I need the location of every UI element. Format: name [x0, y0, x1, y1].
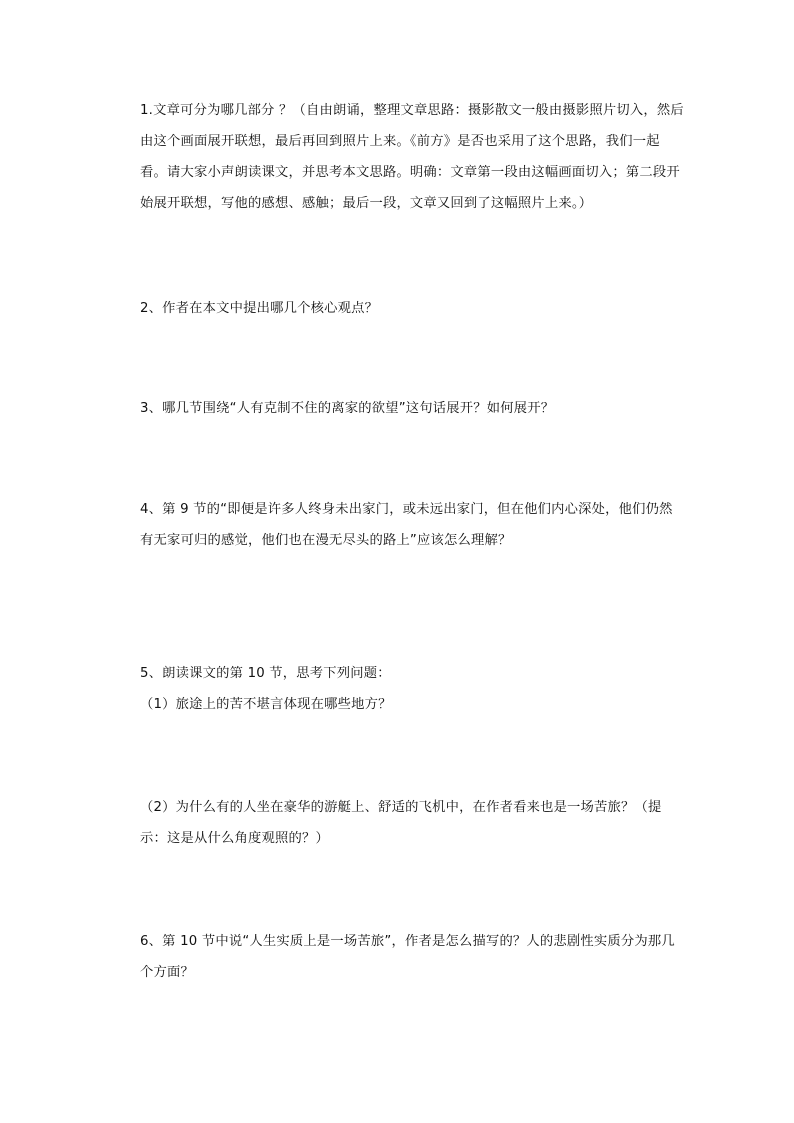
- question-1: 1.文章可分为哪几部分 ？（自由朗诵，整理文章思路：摄影散文一般由摄影照片切入，然后由这个画面展开联想，最后再回到照片上来。《前方》是否也采用了这个思路，我们一起看。请大家小声朗读课文，并思考本文思路。明确：文章第一段由这幅画面切入；第二段开始展开联想，写他的感想、感触；最后一段，文章又回到了这幅照片上来。）: [140, 103, 684, 211]
- question-3: 3、哪几节围绕“人有克制不住的离家的欲望”这句话展开？如何展开？: [140, 401, 555, 416]
- question-5-sub-2: （2）为什么有的人坐在豪华的游艇上、舒适的飞机中，在作者看来也是一场苦旅？（提示：这是从什么角度观照的？）: [140, 800, 662, 846]
- question-6: 6、第 10 节中说“人生实质上是一场苦旅”，作者是怎么描写的？人的悲剧性实质分为那几个方面？: [140, 934, 675, 980]
- question-5: 5、朗读课文的第 10 节，思考下列问题：: [140, 666, 391, 681]
- question-2: 2、作者在本文中提出哪几个核心观点？: [140, 301, 379, 316]
- question-4: 4、第 9 节的“即便是许多人终身未出家门，或未远出家门，但在他们内心深处，他们仍然有无家可归的感觉，他们也在漫无尽头的路上”应该怎么理解？: [140, 502, 673, 548]
- question-5-sub-1: （1）旅途上的苦不堪言体现在哪些地方？: [140, 697, 392, 712]
